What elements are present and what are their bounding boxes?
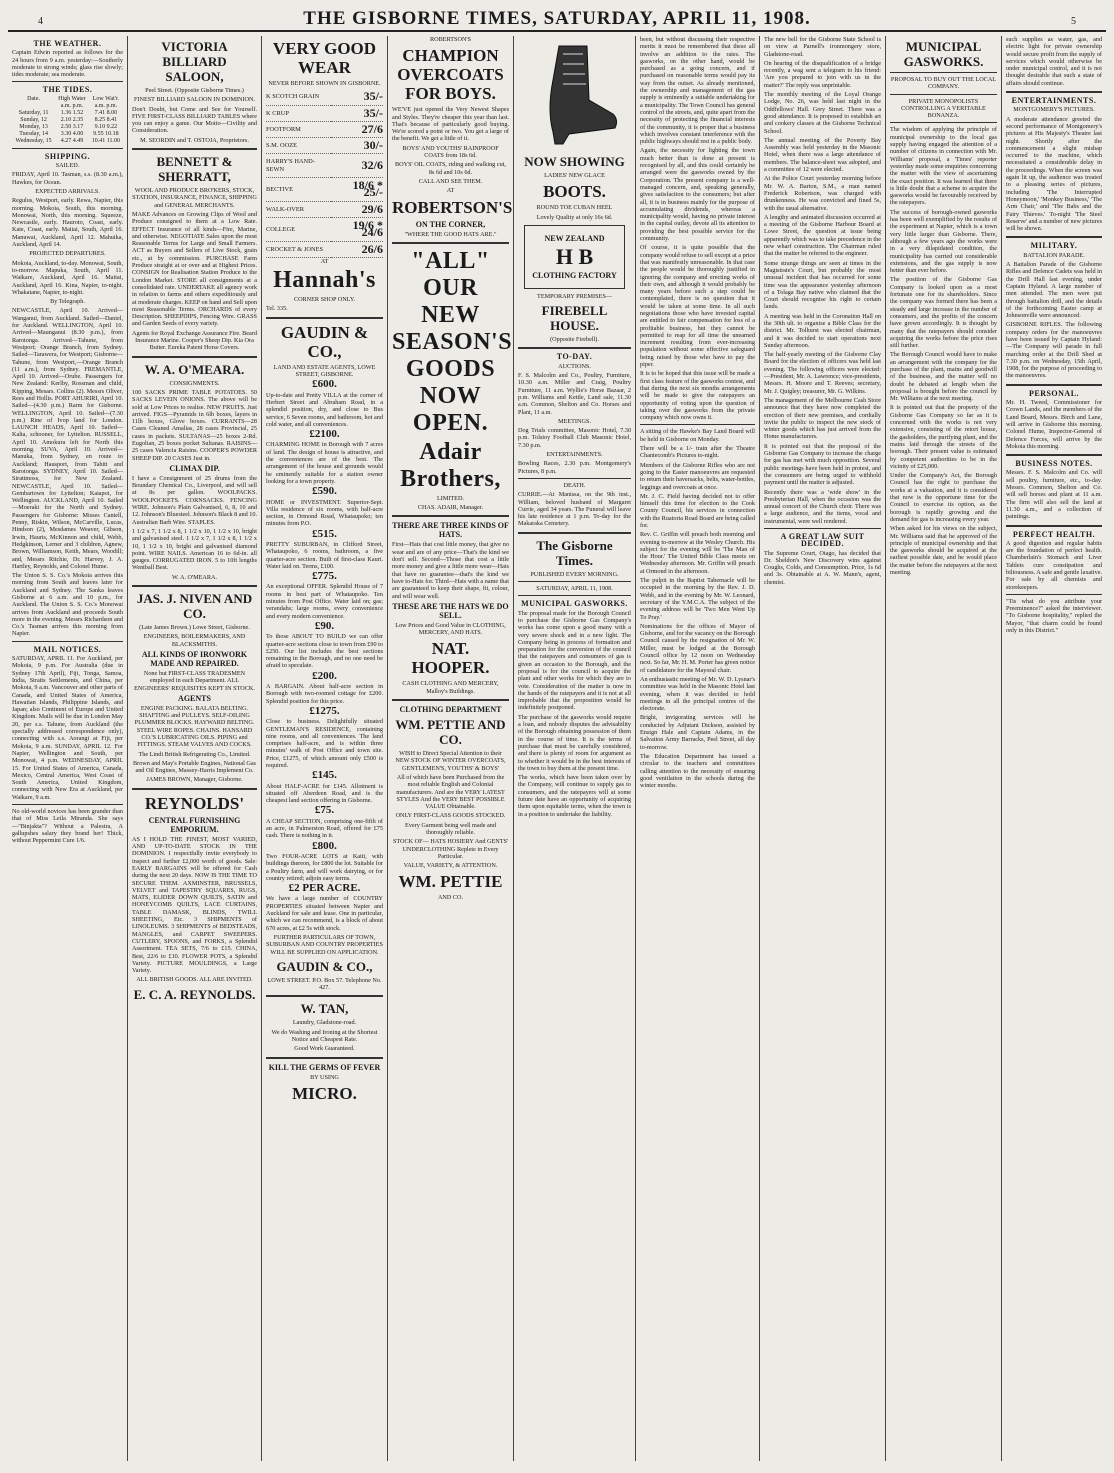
pettie-title: WM. PETTIE AND CO. bbox=[395, 717, 506, 748]
niven-ironwork: ALL KINDS OF IRONWORK MADE AND REPAIRED. bbox=[141, 649, 248, 668]
tides-heading: THE TIDES. bbox=[42, 85, 93, 95]
boots-price: Lovely Quality at only 16s 6d. bbox=[536, 213, 613, 221]
pettie-stocked: ONLY FIRST-CLASS GOODS STOCKED. bbox=[395, 812, 506, 820]
climax-text: I have a Consignment of 25 drums from the Boundary Chemical Co., Liverpool, and will sell at 8s per gallon. WOOLPACKS. WOOLPOCKETS. CORNSACKS. FENCING WIRE. Johnson's Plain Galvanised, 6, 8, 10 and 12. Johnson's Bluesteel. Johnson's Black 8 and 10. Australian Barb Wire. STAPLES. bbox=[132, 474, 257, 526]
property-text: An exceptional OFFER. Splendid House of 7 rooms in best part of Whataupoko. Ten minutes from Post Office. Water laid on; gas; verandahs; large rooms, every convenience and every modern convenience. bbox=[266, 583, 383, 620]
victoria-title: VICTORIA BILLIARD SALOON, bbox=[161, 39, 228, 84]
article-paragraph: The Borough Council would have to make an arrangement with the company for the purchase of the plant, mains and goodwill of the business, and the matter will no doubt be debated at length when the proposal is brought before the council by Mr. Williams at the next meeting. bbox=[890, 351, 997, 403]
corner-text: ON THE CORNER, bbox=[415, 219, 486, 229]
table-row bbox=[12, 110, 123, 117]
column-6 bbox=[636, 36, 760, 1461]
column-3 bbox=[262, 36, 388, 1461]
adair-title: Adair Brothers, bbox=[400, 438, 501, 492]
property-price: £75. bbox=[314, 804, 335, 817]
oilcoats-text: BOYS' OIL COATS, riding and walking cut, 8s 6d and 10s 6d. bbox=[395, 161, 506, 176]
boot-price: 27/6 bbox=[331, 121, 383, 137]
table-cell: Monday, 13 bbox=[19, 123, 48, 130]
temporary-premises: TEMPORARY PREMISES— bbox=[537, 292, 612, 300]
column-9 bbox=[1002, 36, 1106, 1461]
table-row bbox=[266, 241, 383, 257]
list-item bbox=[266, 769, 383, 805]
editorial-text-3: The works, which have been taken over by the Company, will continue to supply gas to consumers, and the ratepayers will at some future date have an opportunity of acquiring them upon equitable terms, when the town is in a position to undertake the liability. bbox=[518, 774, 631, 818]
article-paragraph: The wisdom of applying the principle of municipal ownership to the local gas supply having engaged the attention of a number of citizens in connection with Mr. Williams' proposal, a 'Times' reporter yesterday made some enquiries concerning the matter with the view of ascertaining the exact position. It was learned that there is little doubt that a scheme to acquire the gasworks would be favourably received by the ratepayers. bbox=[890, 126, 997, 207]
champion-text: WE'VE just opened the Very Newest Shapes and Styles. They're cheaper this year than last. That's because of particularly good buying. We're scored a point or two. You get a large of the benefit. We get a little of it. bbox=[392, 106, 509, 143]
table-cell: 9.10 9.22 bbox=[94, 123, 118, 130]
newspaper-title: THE GISBORNE TIMES, SATURDAY, APRIL 11, 1908. bbox=[303, 8, 811, 29]
property-price: £145. bbox=[312, 769, 337, 782]
list-item bbox=[266, 619, 383, 670]
article-paragraph: Again, the necessity for lighting the town much better than is done at present is recognised by all, and this could certainly be arranged were the gasworks owned by the Corporation. The present company is a well-managed concern, and, speaking generally, gives satisfaction to the consumers; but after all, it is in business mainly for the purpose of accumulating dividends, whereas a municipality would, having no private interest in the capital outlay, devote all its attention to providing the best possible service for the community. bbox=[640, 147, 755, 243]
article-paragraph: Of course, it is quite possible that the company would refuse to sell except at a price that was manifestly unreasonable. In that case the people would be thoroughly justified in ignoring the company and erecting works of their own, and although it would probably be many years before such a step could be contemplated, there is no question that it would be taken at some time. In all such negotiations those who have invested capital are entitled to fair compensation for loss of a profitable business, but they cannot be permitted to reap for all time the unearned increment resulting from ever-increasing population without some effective safeguard being raised by those who have to pay the piper. bbox=[640, 244, 755, 369]
table-cell bbox=[12, 103, 55, 110]
table-row bbox=[266, 178, 383, 202]
military-subtitle: BATTALION PARADE. bbox=[1023, 251, 1085, 259]
boot-price: 19/6 * 24/6 bbox=[331, 217, 383, 241]
victoria-signature: M. SEORDIN and T. OSTOJA, Proprietors. bbox=[140, 136, 249, 144]
property-text: CHARMING HOME in Borough with 7 acres of land. The design of house is attractive, and the conveniences are of the best. The arrangement of the house and grounds would be eminently suitable for a station owner looking for a town property. bbox=[266, 441, 383, 485]
mail-text: SATURDAY, APRIL 11. For Auckland, per Mokoia, 9 p.m. For Australia (due in Sydney 17th April), Fiji, Tonga, Samoa, India, Straits Settlements, and China, per Mokoia, 9 a.m. Vancouver and other parts of Canada, and United States of America, Hawaiian Islands, Philippine Islands, and Japan; also Continent of Europe and United Kingdom. Mails will be due in London May 20, per s.s. Tahune, from Auckland (the specially addressed correspondence only), connecting with s.s. Aorangi at Fiji, per Mokoia, 9 a.m. SUNDAY, APRIL 12. For Napier, Wellington and South, per Monowai, 4 p.m. WEDNESDAY, APRIL 15. For United States of America, Canada, Mexico, Central America, West Coast of South America, United Kingdom, connecting with New Era at Auckland, per Waikare, 9 a.m. bbox=[12, 655, 123, 801]
gaudin-signature: GAUDIN & CO., bbox=[276, 958, 373, 974]
property-text: PRETTY SUBURBAN, in Clifford Street, Whataupoko, 6 rooms, bathroom, a five quarter-acre section. Built of first-class Kauri. Water laid on. Terms, £100. bbox=[266, 540, 383, 570]
property-price: £775. bbox=[312, 570, 337, 583]
expected-heading: EXPECTED ARRIVALS. bbox=[35, 187, 100, 195]
omeara-signature: W. A. O'MEARA. bbox=[171, 573, 218, 581]
reynolds-text: AS I HOLD THE FINEST, MOST VARIED, AND UP-TO-DATE STOCK IN THE DOMINION. I respectfully invite everybody to inspect and further £2,000 worth of goods. Sale: EARLY BARGAINS will be offered for Cash during the next 20 days. NOW IS THE TIME TO SECURE THEM. AXMINSTER, BRUSSELS, VELVET and TAPESTRY SQUARES, RUGS, MATS, ELIDER DOWN QUILTS, SATIN and HONEYCOMB QUILTS, LACE CURTAINS, TABLE DAMASK, BLINDS, TWILL SHEETING, Etc. 3 SHIPMENTS of LINOLEUMS. 3 SHIPMENTS of BEDSTEADS, MANGLES, and CARPET SWEEPERS. CUTLERY, SPOONS, and FORKS, a Splendid Assortment. TEA SETS, 7/6 to £15. CHINA, Best, 22/6 to £10. FLOWER POTS, a Splendid Variety. PICTURE MOULDINGS, a Large Variety. bbox=[132, 835, 257, 975]
kill-germs: KILL THE GERMS OF FEVER bbox=[268, 1062, 381, 1072]
boot-price: 30/- bbox=[331, 138, 383, 154]
shipping-heading: SHIPPING. bbox=[44, 151, 91, 161]
list-item bbox=[266, 882, 383, 932]
pettie-purchased: All of which have been Purchased from the most reliable English and Colonial manufacturers. And are the VERY LATEST STYLES And the VERY BEST POSSIBLE VALUE Obtainable. bbox=[396, 773, 505, 811]
climax-title: CLIMAX DIP. bbox=[169, 463, 220, 473]
boots-title: BOOTS. bbox=[543, 182, 606, 202]
projected-text: Mokoia, Auckland, to-day. Monowai, South, to-morrow. Mapuka, South, April 11. Waikare, Auckland, April 16. Maitai, Auckland, April 16. Kina, Napier, to-night. Whakatane, Napier, to-night. bbox=[12, 259, 123, 296]
news-item: The new bell for the Gisborne State School is on view at Parnell's ironmongery store, Gladstone-road. bbox=[764, 36, 881, 58]
news-item: At the Police Court yesterday morning before Mr. W. A. Barton, S.M., a man named Frederick Robertson, was charged with drunkenness. He was convicted and fined 5s, with the usual alternative. bbox=[764, 175, 881, 212]
hb-nz: NEW ZEALAND bbox=[544, 233, 605, 243]
victoria-tag: FINEST BILLIARD SALOON IN DOMINION. bbox=[133, 96, 256, 104]
best-hats: THESE ARE THE HATS WE DO SELL. bbox=[392, 601, 509, 620]
victoria-address: Peel Street. (Opposite Gisborne Times.) bbox=[145, 87, 244, 94]
published-line: PUBLISHED EVERY MORNING. bbox=[530, 570, 619, 578]
telegraph-heading: By Telegraph. bbox=[50, 298, 85, 306]
all-new-goods: "ALL" OUR NEW SEASON'S GOODS NOW OPEN. bbox=[392, 247, 513, 436]
boot-price: 29/6 bbox=[331, 201, 383, 217]
boot-name: COLLEGE bbox=[266, 217, 331, 241]
best-subtitle: Low Prices and Good Value in CLOTHING, MERCERY, AND HATS. bbox=[395, 621, 506, 637]
hannah-tel: Tel. 335. bbox=[266, 305, 288, 313]
niven-text: ENGINEERS, BOILERMAKERS, AND BLACKSMITHS. bbox=[143, 633, 246, 648]
gaudin-further: FURTHER PARTICULARS OF TOWN, SUBURBAN AND COUNTRY PROPERTIES WILL BE SUPPLIED ON APPLICATION. bbox=[266, 933, 383, 956]
times-title: The Gisborne Times. bbox=[536, 537, 613, 568]
column-7 bbox=[760, 36, 886, 1461]
auctions-text: F. S. Malcolm and Co., Poultry, Furniture, 10.30 a.m. Miller and Craig, Poultry Furniture, 11 a.m. Wyllie's Horse Bazaar, 2 p.m. Williams and Kettle, Land sale, 11.30 a.m. Common, Shelton and Co. Horses and Plant, 11 a.m. bbox=[518, 372, 631, 416]
very-subtitle: NEVER BEFORE SHOWN IN GISBORNE. bbox=[268, 80, 381, 87]
at-label: AT bbox=[446, 187, 455, 195]
military-text: A Battalion Parade of the Gisborne Rifles and Defence Cadets was held in the Drill Hall last evening, under Captain Hyland. A large number of men attended. The men were put through battalion drill, and the details of the forthcoming Easter camp at Johnsonville were announced. bbox=[1006, 261, 1102, 320]
boot-name: K SCOTCH GRAIN bbox=[266, 89, 331, 105]
omeara-text: 100 SACKS PRIME TABLE POTATOES. 50 SACKS LEVEIN ONIONS. The above will be sold at Low Prices to realise. NEW FRUITS. Just arrived. FIGS—Pyramids in 6lb boxes, layers in 11lb boxes, Glove boxes. CURRANTS—28 Cases Cleaned Amalias, 28 cases Provincial, 25 cases in packets. SULTANAS—25 boxes 2-Rd. Eugolian, 25 boxes pocket Sultanas. RAISINS—25 cases Valencia Raisins. COOPER'S POWDER SHEEP DIP. 20 CASES Just in. bbox=[132, 388, 257, 462]
robertson-title: ROBERTSON'S bbox=[392, 197, 513, 217]
property-price: £90. bbox=[314, 619, 335, 632]
article-paragraph: The success of borough-owned gasworks has been well exemplified by the results of the experiment at Napier, which is a town very little larger than Gisborne. There, although a few years ago the works were in a very dilapidated condition, the municipality has carried out considerable extensions, and the gas supply is now better than ever before. bbox=[890, 208, 997, 275]
now-subtitle: LADIES' NEW GLACE bbox=[544, 172, 605, 179]
news-item: A lengthy and animated discussion occurred at a meeting of the Gisborne Harbour Board at Lowe Street, the question at issue being apparently which was to take precedence in the new wharf construction. The Chairman ruled that the matter be referred to the engineer. bbox=[764, 213, 881, 258]
entertainments-text: A moderate attendance greeted the second performance of Montgomery's pictures at His Majesty's Theatre last night. Shortly after the commencement a slight mishap occurred to the machine, which necessitated a considerable delay in the proceedings. When the screen was again lit up, the audience was treated to a pleasing series of pictures, including 'The Interrupted Honeymoon,' 'Monkey Business,' 'The Arm Chair,' and 'The Babs and the Fairy Thieves.' To-night 'The Steel Reserve' and a number of new pictures will be shown. bbox=[1006, 115, 1102, 233]
list-item bbox=[266, 804, 383, 840]
news-item: The annual meeting of the Poverty Bay Assembly was held yesterday in the Masonic Hotel, when there was a large attendance of members. The balance-sheet was adopted, and a committee of 12 were elected. bbox=[764, 136, 881, 174]
entertainments-subtitle: MONTGOMERY'S PICTURES. bbox=[1013, 106, 1095, 114]
news-item: The pulpit in the Baptist Tabernacle will be occupied in the morning by the Rev. J. D. Webb, and in the evening by Mr. W. Leonard, secretary of the Y.M.C.A. The subject of the evening address will be 'Two Men Went Up To Pray.' bbox=[640, 577, 755, 621]
editorial-title: MUNICIPAL GASWORKS. bbox=[521, 599, 628, 609]
champion-title: CHAMPION OVERCOATS FOR BOYS. bbox=[397, 46, 504, 104]
mail-heading: MAIL NOTICES. bbox=[33, 644, 102, 654]
table-cell: 2.10 2.35 bbox=[60, 116, 84, 123]
news-item: The half-yearly meeting of the Gisborne Clay Board for the election of officers was held last evening. The following officers were elected:—President, Mr. A. Lawrence; vice-presidents, Messrs. H. Moore and T. Reeves; secretary, Mr. J. Quigley; treasurer, Mr. G. Wilkins. bbox=[764, 351, 881, 395]
article-paragraph: It is pointed out that the property of the Gisborne Gas Company so far as it is concerned with the works is not very extensive, consisting of the retort house, the gasholders, the purifying plant, and the mains laid through the streets of the borough. Their present value is estimated by competent authorities to be in the vicinity of £25,000. bbox=[890, 404, 997, 470]
table-cell: 3.30 4.00 bbox=[60, 130, 84, 137]
adair-limited: LIMITED. bbox=[437, 494, 464, 502]
property-text: We have a large number of COUNTRY PROPERTIES situated between Napier and Auckland for sale and lease. One in particular, which we can recommend, is a block of about 670 acres, at £2 5s with stock. bbox=[266, 895, 383, 932]
news-item: Rev. C. Griffin will preach both morning and evening to-morrow at the Wesley Church. His subject for the evening will be 'The Man of the Hour.' The United Bible Class meets on Wednesday afternoon. Mr. Griffin will preach at Ormond in the afternoon. bbox=[640, 531, 755, 575]
niven-refrigerating: The Lindi British Refrigerating Co., Limited. bbox=[138, 750, 251, 758]
business-heading: BUSINESS NOTES. bbox=[1015, 459, 1093, 469]
hb-factory: CLOTHING FACTORY bbox=[532, 270, 617, 280]
pettie-value: VALUE, VARIETY, & ATTENTION. bbox=[403, 862, 498, 870]
list-item bbox=[266, 704, 383, 769]
sailed-text: FRIDAY, April 10. Tasman, s.s. (8.30 a.m.), Hawkes, for Ocean. bbox=[12, 171, 123, 186]
gasworks-title: MUNICIPAL GASWORKS. bbox=[903, 39, 984, 69]
victoria-text: Don't Doubt, but Come and See for Yourself. FIVE FIRST-CLASS BILLIARD TABLES where you can enjoy a game. Our Motto—Civility and Consideration. bbox=[132, 105, 257, 135]
news-item: Nominations for the offices of Mayor of Gisborne, and for the vacancy on the Borough Council caused by the resignation of Mr. W. Miller, must be lodged at the Borough Council office by 12 noon on Wednesday next. So far, Mr. H. M. Porter has given notice of candidature for the Mayoral chair. bbox=[640, 622, 755, 674]
property-text: HOME or INVESTMENT. Superior-Sept. Villa residence of six rooms, with half-acre section, in Ormond Road, Whataupoko; ten minutes from P.O. bbox=[266, 498, 383, 528]
three-kinds-text: First—Hats that cost little money, that give no wear and are of any price—That's the kind we don't sell. Second—Those that cost a little more money and give a little more wear—Hats that have no guarantee—that's the kind we have to-Hats for. Third—Hats with a name that are guaranteed to keep their shape, fit, colour, and will wear well. bbox=[392, 541, 509, 600]
news-item: The Education Department has issued a circular to the teachers and committees calling attention to the necessity of ensuring good ventilation in the schools during the winter months. bbox=[640, 752, 755, 790]
property-text: A BARGAIN. About half-acre section in Borough with two-roomed cottage for £200. Splendid position for this price. bbox=[266, 683, 383, 705]
niven-title: JAS. J. NIVEN AND CO. bbox=[136, 591, 253, 622]
property-price: £800. bbox=[312, 839, 337, 852]
omeara-subtitle: CONSIGNMENTS. bbox=[169, 379, 220, 387]
hb-logo bbox=[524, 225, 625, 289]
hb-letters: H B bbox=[555, 243, 594, 269]
editorial-date: SATURDAY, APRIL 11, 1908. bbox=[536, 585, 613, 593]
gasworks-subtitle: PROPOSAL TO BUY OUT THE LOCAL COMPANY. bbox=[890, 76, 997, 91]
micro-title: MICRO. bbox=[292, 1083, 357, 1103]
now-showing: NOW SHOWING bbox=[524, 154, 625, 169]
military-text-2: GISBORNE RIFLES. The following company orders for the manoeuvres have been issued by Captain Hyland:—The Company will parade in full marching order at the Drill Shed at 7.30 p.m. on Wednesday, 15th April, 1908, for the purpose of proceeding to the manoeuvres. bbox=[1006, 321, 1102, 380]
telegraph-text: NEWCASTLE, April 10. Arrived—Wanganui, from Auckland. Sailed—Daniel, for Auckland. WELLINGTON, April 10. Arrived—Maunganui (8.30 p.m.), from Rarotonga. Arrived—Tahune, from Westport; Orange Branch, from Sydney. Sailed—Tarawera, for Westport; Gisborne—Tahune, from Westport,—Orange Branch (11 a.m.), from Sydney. FREMANTLE, April 10. Arrived—Orube. Passengers for New Zealand: Kerlby, Rossman and child, Kipping, Mesars. Collins (2). Messrs Oliver, Rees and Hollis. PORT AHURIRI, April 10. Sailed—(4.30 p.m.) Rarm for Gisborne. WELLINGTON, April 10. Sailed—(7.30 p.m.) Rine of Ivop land for London. LAUNCH HEADS, April 10. Sailed—Kalta, schooner, for Lyttelton. RUSSELL, April 10. Amokura left for North this morning. SUVA, April 10. Arrived—Manuka, from Sydney, en route to Auckland; Hausport, from Tahiti and Rarotonga. SYDNEY, April 10. Sailed—Sirattmoss, for New Zealand. NEWCASTLE, April 10. Sailed—Gembartown for Lyttelton; Kaiapoi, for Wellington. AUCKLAND, April 10. Sailed—Moeraki for the North and Sydney. Passengers for Gisborne: Misses Cantell, Penny, Riskin, Wilson, McCarville, Lucas, Hindson (2), Mesdames Weaver, Gibson, Irwin, Hauris, McKinnon and child, Webb, Hedgkinson, Lerner and 3 children, Agnew, Brown, Williamson, Keith, Mears, Woodill; and, Messrs Ritchie, Dr. Harvey, J. A. Hartley, Reynolds, and Colonel Hume. bbox=[12, 307, 123, 570]
sailed-heading: SAILED. bbox=[55, 162, 80, 170]
boot-name: S.M. OOZE bbox=[266, 138, 331, 154]
military-heading: MILITARY. bbox=[1030, 241, 1078, 251]
table-cell: 2.50 3.17 bbox=[60, 123, 84, 130]
union-text: The Union S. S. Co.'s Mokoia arrives this morning from South and leaves later for Auckland and Sydney. The Sanka leaves Gisborne at 6 a.m. and 10 p.m., for Auckland. The Union S. S. Co.'s Monowai arrives from Auckland and proceeds South more in the evening. Messrs Richardson and Co.'s Tasman arrives this morning from Napier. bbox=[12, 572, 123, 638]
boot-name: FOOTFORM bbox=[266, 121, 331, 137]
boot-price: 35/- bbox=[331, 105, 383, 121]
tides-table bbox=[12, 96, 123, 145]
table-cell: a.m. p.m. bbox=[60, 102, 84, 109]
very-good-wear: VERY GOOD WEAR bbox=[272, 39, 377, 77]
wtan-guarantee: Good Work Guaranteed. bbox=[294, 1045, 355, 1053]
news-item: The management of the Melbourne Cash Store announce that they have now completed the erection of their new premises, and cordially invite the public to inspect the new stock of winter goods which has just arrived from the Home manufacturers. bbox=[764, 396, 881, 441]
table-row bbox=[12, 131, 123, 138]
pettie-text: WISH to Direct Special Attention to their NEW STOCK OF WINTER OVERCOATS, GENTLEMEN'S, YOUTHS' & BOYS' bbox=[395, 750, 506, 772]
news-item: On hearing of the disqualification of a bridge recently, a wag sent a telegram to his friend: 'Are you prepared to join with us in the matter?' The reply was unprintable. bbox=[764, 59, 881, 89]
staples-text: 1 1/2 x 7, 1 1/2 x 8, 1 1/2 x 10, 1 1/2 x 10, bright and galvanised steel. 1 1/2 x 7, 1 1/2 x 8, 1 1/2 x 10, 1 1/2 x 10, bright and galvanised diamond point. WIRE NAILS. American 16 to 6d-in. all gauges. CORRUGATED IRON. 5 to 10ft lengths Wentball Best. bbox=[132, 527, 257, 572]
page-number-left: 4 bbox=[38, 16, 43, 27]
business-text: Messrs. F. S. Malcolm and Co. will sell poultry, furniture, etc., to-day. Messrs. Common, Shelton and Co. will sell horses and plant at 11 a.m. The firm will also sell the land at 11.30 a.m., and a collection of paintings. bbox=[1006, 469, 1102, 521]
hooper-subtitle: CASH CLOTHING AND MERCERY, Malloy's Buildings. bbox=[402, 680, 499, 695]
entertainments-heading: ENTERTAINMENTS. bbox=[1011, 96, 1097, 106]
three-kinds-title: THERE ARE THREE KINDS OF HATS. bbox=[392, 521, 509, 540]
news-item: Recently there was a 'wide show' in the Presbyterian Hall, when the occasion was the annual concert of the Church choir. There was a large audience, and the items, vocal and instrumental, were well rendered. bbox=[764, 488, 881, 525]
table-row bbox=[12, 124, 123, 131]
pettie-stock: STOCK OF— HATS HOSIERY And GENTS' UNDERCLOTHING Replete in Every Particular. bbox=[392, 838, 509, 860]
health-heading: PERFECT HEALTH. bbox=[1012, 529, 1096, 539]
robertson-top: ROBERTSON'S bbox=[430, 36, 471, 43]
hannah-subtitle: CORNER SHOP ONLY. bbox=[293, 296, 356, 304]
firebell-title: FIREBELL HOUSE. bbox=[541, 303, 608, 334]
weather-heading: THE WEATHER. bbox=[33, 39, 102, 48]
call-text: CALL AND SEE THEM. bbox=[418, 177, 483, 185]
list-item bbox=[266, 428, 383, 485]
auctions-heading: AUCTIONS. bbox=[558, 362, 591, 370]
table-row bbox=[12, 117, 123, 124]
table-row bbox=[266, 154, 383, 178]
property-price: £2 PER ACRE. bbox=[288, 882, 361, 895]
agents-heading: AGENTS bbox=[178, 693, 211, 703]
niven-tradesmen: None but FIRST-CLASS TRADESMEN employed in each Department. ALL ENGINEERS' REQUISITES KEPT IN STOCK. bbox=[134, 669, 255, 692]
death-heading: DEATH. bbox=[563, 481, 586, 489]
wtan-subtitle: Laundry, Gladstone-road. bbox=[292, 1019, 357, 1027]
kill-by-using: BY USING bbox=[310, 1073, 339, 1081]
table-cell: 4.27 4.49 bbox=[60, 137, 84, 144]
list-item bbox=[266, 485, 383, 528]
adair-manager: CHAS. ADAIR, Manager. bbox=[417, 504, 484, 512]
reynolds-title: REYNOLDS' bbox=[144, 793, 245, 813]
wtan-text: We do Washing and Ironing at the Shortest Notice and Cheapest Rate. bbox=[271, 1028, 378, 1044]
column-8 bbox=[886, 36, 1002, 1461]
property-price: £200. bbox=[312, 669, 337, 682]
list-item bbox=[266, 839, 383, 882]
law-suit-text: The Supreme Court, Otago, has decided that Dr. Sheldon's New Discovery wins against Coughs, Colds, and Consumption. Price, 1s 6d and 3s. Obtainable at A. W. Mann's, agent, chemist. bbox=[764, 549, 881, 586]
table-cell: 9.55 10.18 bbox=[93, 130, 119, 137]
table-cell: Saturday, 11 bbox=[18, 109, 49, 116]
reynolds-subtitle: CENTRAL FURNISHING EMPORIUM. bbox=[148, 815, 241, 834]
table-cell: 10.41 11.00 bbox=[91, 137, 120, 144]
boot-price: 18/6 * 25/- bbox=[331, 178, 383, 202]
table-row bbox=[12, 138, 123, 145]
niven-engines: Brown and May's Portable Engines, National Gas and Oil Engines, Massey-Harris Implement Co. bbox=[133, 759, 256, 775]
boot-name: BECTIVE bbox=[266, 178, 331, 202]
masthead bbox=[8, 6, 1106, 32]
property-price: £590. bbox=[312, 485, 337, 498]
closing-verse: "Tis what do you attribute your Preeminence?" asked the interviewer. "To Gisborne hospitality," replied the Mayor, "that charm could be found only in this District." bbox=[1006, 597, 1102, 635]
today-heading: TO-DAY. bbox=[556, 352, 593, 362]
column-4 bbox=[388, 36, 514, 1461]
gaudin-contact: LOWE STREET. P.O. Box 57. Telephone No. 427. bbox=[267, 976, 382, 992]
bennett-subtitle: WOOL AND PRODUCE BRO'KERS, STOCK, STATION, INSURANCE, FINANCE, SHIPPING and GENERAL MERCHANTS. bbox=[132, 187, 257, 209]
table-row bbox=[266, 217, 383, 241]
news-item: A sitting of the Hawke's Bay Land Board will be held in Gisborne on Monday. bbox=[640, 428, 755, 443]
table-cell: 1.36 1.52 bbox=[60, 109, 84, 116]
reynolds-invite: ALL BRITISH GOODS. ALL ARE INVITED. bbox=[136, 976, 253, 984]
property-list bbox=[266, 378, 383, 932]
at-label: AT bbox=[320, 257, 329, 265]
property-price: £2100. bbox=[309, 428, 340, 441]
boot-name: CROCKET & JONES bbox=[266, 241, 331, 257]
table-cell: Sunday, 12 bbox=[20, 116, 47, 123]
omeara-title: W. A. O'MEARA. bbox=[144, 361, 245, 377]
boot-price: 32/6 bbox=[331, 154, 383, 178]
editorial-text-2: The purchase of the gasworks would require a loan, and nobody disputes the advisability of the Borough obtaining possession of them in the course of time. It is the terms of purchase that must be carefully considered, and there is plenty of room for argument as to whether it would be in the best interests of the town to buy them at the present time. bbox=[518, 713, 631, 772]
column-1 bbox=[8, 36, 128, 1461]
expected-text: Regulus, Westport, early. Rewa, Napier, this morning. Mokoia, South, this morning. Monowai, North, this morning. Squeeze, Newcastle, early. Hauroto, Coast, early. Kate, Coast, early. Maitai, South, April 16. Manuwai, Auckland, April 12. Mahuika, Auckland, April 14. bbox=[12, 197, 123, 249]
column-2 bbox=[128, 36, 262, 1461]
corner-subtitle: "WHERE THE GOOD HATS ARE." bbox=[404, 230, 497, 238]
article-paragraph: When asked for his views on the subject, Mr. Williams said that he approved of the principle of municipal ownership and that the gasworks should be acquired at the earliest possible date, and he would place the matter before the ratepayers at the next meeting. bbox=[890, 525, 997, 576]
advert-note: No old-world novices has been grander than that of Miss Leila Miranda. She says—"Binjakta"? Without a Palestra, A gallupshes salary they brand her! Thick, without Peppermint Cure 1/6. bbox=[12, 808, 123, 845]
law-suit-heading: A GREAT LAW SUIT DECIDED. bbox=[780, 532, 865, 549]
weather-text: Captain Edwin reported as follows for the 24 hours from 9 a.m. yesterday:—Southerly moderate to strong winds; glass rise slowly; tides moderate; sea moderate. bbox=[12, 49, 123, 79]
hannah-title: Hannah's bbox=[273, 267, 376, 294]
death-text: CURRIE.—At Manissa, on the 9th inst., William, beloved husband of Margaret Currie, aged 34 years. The Funeral will leave his late residence at 1 p.m. To-day for the Makaraka Cemetery. bbox=[518, 491, 631, 528]
agents-text: ENGINE PACKING. BALATA BELTING. SHAFTING and PULLEYS. SELF-OILING PLUMMER BLOCKS. HAYWARD BELTING. STEEL WIRE ROPES. CHAINS. HANSARD CO.'S LUBRICATING OILS. PIPING and FITTINGS. STEAM VALVES AND COCKS. bbox=[134, 704, 255, 749]
niven-subtitle: (Late James Brown.) Lowe Street, Gisborne. bbox=[139, 624, 250, 632]
columns bbox=[8, 36, 1106, 1461]
bennett-text: MAKE Advances on Growing Clips of Wool and Produce consigned to them at a Low Rate. EFFECT Insurance of all kinds—Fire, Marine, and otherwise. NEGOTIATE Sales upon the most Reasonable Terms for Large and Small Farmers. ACT as Buyers and Sellers of Live Stock, grain etc., at by commission. PURCHASE Farm Produce straight at or over and at Highest Prices. CONSIGN for Realisation Station Produce to the London Market. STORE all consignments at a consolidated rate. UNDERTAKE all agency work in relation to farms and others expeditiously and at moderate charges. KEEP on hand and Sell upon most Reasonable Terms. ORCHARDS of every Description. SHEEPDIPS, Fencing Wire. GRASS and Garden Seeds of every variety. bbox=[132, 210, 257, 328]
entertainments-text: Bowling Races, 2.30 p.m. Montgomery's Pictures, 8 p.m. bbox=[518, 460, 631, 475]
table-cell: Wednesday, 15 bbox=[15, 137, 52, 144]
property-text: Two FOUR-ACRE LOTS at Kaiti, with buildings thereon, for £800 the lot. Suitable for a Poultry farm, and will work dairying, or for country retired; adjoin easy terms. bbox=[266, 852, 383, 882]
article-paragraph: The position of the Gisborne Gas Company is looked upon as a most fortunate one for its shareholders. Since the company was formed there has been a steady and large increase in the number of consumers, and the profits of the concern have grown accordingly. It is thought by many that the ratepayers should consider acquiring the works before the price rises still further. bbox=[890, 276, 997, 350]
news-item: An enthusiastic meeting of Mr. W. D. Lysnar's committee was held in the Masonic Hotel last evening, when it was decided to hold meetings in all the principal centres of the electorate. bbox=[640, 675, 755, 713]
news-item: A meeting was held in the Coronation Hall on the 30th ult. to organise a Bible Class for the district. Mr. Tolhurst was elected chairman, and it was decided to start operations next Sunday afternoon. bbox=[764, 312, 881, 349]
niven-signature: JAMES BROWN, Manager, Gisborne. bbox=[146, 776, 243, 784]
property-text: A CHEAP SECTION, comprising one-fifth of an acre, in Palmerston Road, offered for £75 cash. There is nothing in it. bbox=[266, 817, 383, 840]
news-item: Mr. J. C. Field having decided not to offer himself this time for election to the Cook County Council, his services in connection with the Ruatoria Road Board are being called for. bbox=[640, 492, 755, 529]
meetings-text: Dog Trials committee, Masonic Hotel, 7.30 p.m. Tolstoy Football Club Masonic Hotel, 7.30 p.m. bbox=[518, 427, 631, 449]
news-item: There will be a 1/- train after the Theatre Chantecomb's Pictures to-night. bbox=[640, 445, 755, 460]
article-paragraph: such supplies as water, gas, and electric light for private ownership would secure profit from the supply of services which would otherwise be under municipal control, and it is not thought desirable that such a state of affairs should continue. bbox=[1006, 36, 1102, 87]
property-text: To those ABOUT TO BUILD we can offer quarter-acre sections close to town from £90 to £250. Our list includes the best sections remaining in the Borough, and no one need be afraid to speculate. bbox=[266, 633, 383, 670]
column-5 bbox=[514, 36, 636, 1461]
table-cell: a.m. p.m. bbox=[94, 102, 118, 109]
property-text: Up-to-date and Pretty VILLA at the corner of Herbert Street and Abraham Road, in a splendid position, dry, and close to Bus service, 6 Seven rooms, and bathroom, hot and cold water, and all conveniences. bbox=[266, 391, 383, 428]
boot-price-table bbox=[266, 89, 383, 258]
bennett-title: BENNETT & SHERRATT, bbox=[156, 154, 233, 185]
table-row bbox=[266, 105, 383, 121]
property-price: £1275. bbox=[309, 704, 340, 717]
property-price: £515. bbox=[312, 527, 337, 540]
table-cell: Low Wat'r. bbox=[92, 95, 119, 102]
wtan-title: W. TAN, bbox=[300, 1001, 349, 1017]
news-item: It is pointed out that the proposal of the Gisborne Gas Company to increase the charge for gas has met with much opposition. Several public meetings have been held in protest, and the consumers are being urged to withhold payment until the matter is adjusted. bbox=[764, 442, 881, 487]
news-item: Some strange things are seen at times in the Magistrate's Court, but probably the most unusual incident that has occurred for some time was the appearance yesterday afternoon of a Tolaga Bay native who claimed that the Court should recognise his right to certain lands. bbox=[764, 259, 881, 311]
pettie-signature: WM. PETTIE bbox=[398, 872, 503, 892]
hooper-title: NAT. HOOPER. bbox=[411, 639, 490, 678]
list-item bbox=[266, 570, 383, 620]
bennett-agents: Agents for Royal Exchange Assurance Fire. Beard Insurance Marine. Cooper's Sheep Dip. Kia Ora Butter. Eureka Patent Horse Covers. bbox=[132, 329, 257, 352]
article-paragraph: It is to be hoped that this issue will be made a first class feature of the gasworks contest, and that during the next six months arrangements will be made to give the ratepayers an opportunity of voting upon the question of taking over the gasworks from the private company which now owns it. bbox=[640, 370, 755, 422]
boot-name: HARRY'S HAND-SEWN bbox=[266, 154, 331, 178]
gaudin-subtitle: LAND AND ESTATE AGENTS, LOWE STREET, GISBORNE. bbox=[273, 363, 376, 379]
editorial-text-1: The proposal made for the Borough Council to purchase the Gisborne Gas Company's works has come upon a good many with a very severe shock and in a new light. The Company being in process of formation and preparation for the conversion of the council that the ratepayers and consumers of gas is given an occasion to the Borough, and the proposal is for the council to acquire the plant and other works for which they are to vote. Consideration of the matter is now in the hands of the ratepayers and it is not at all improbable that the proposition would be indefinitely postponed. bbox=[518, 609, 631, 712]
article-paragraph: Under the Company's Act, the Borough Council has the right to purchase the works at a valuation, and it is considered that now is the opportune time for the Council to exercise its option, as the borough is rapidly growing and the demand for gas is increasing every year. bbox=[890, 472, 997, 523]
news-item: The monthly meeting of the Loyal Orange Lodge, No. 26, was held last night in the Oddfellows' Hall. Grey Street. There was a good attendance. It is proposed to establish art and cookery classes at the Gisborne Technical School. bbox=[764, 91, 881, 135]
boot-price: 26/6 bbox=[331, 241, 383, 257]
table-row bbox=[12, 96, 123, 103]
property-text: Close to business. Delightfully situated GENTLEMAN'S RESIDENCE, containing nine rooms, and all conveniences. The land comprises half-acre, and is within three minutes' walk of Post Office and town site. Price, £1275, of which amount only £500 is required. bbox=[266, 718, 383, 769]
list-item bbox=[266, 669, 383, 705]
table-cell: Tuesday, 14 bbox=[19, 130, 48, 137]
table-row bbox=[266, 201, 383, 217]
reynolds-signature: E. C. A. REYNOLDS. bbox=[133, 986, 256, 1002]
gaudin-title: GAUDIN & CO., bbox=[280, 322, 369, 361]
table-cell: 7.41 8.00 bbox=[94, 109, 118, 116]
pettie-reliable: Every Garment being well made and thoroughly reliable. bbox=[405, 821, 496, 836]
boot-name: WALK-OVER bbox=[266, 201, 331, 217]
boot-price: 35/- bbox=[331, 89, 383, 105]
table-row bbox=[12, 103, 123, 110]
table-row bbox=[266, 138, 383, 154]
personal-text: Mr. H. Tweed, Commissioner for Crown Lands, and the members of the Land Board, Messrs. Birch and Lane, will arrive in Gisborne this morning. Colonel Hume, Inspector-General of Defence Forces, will arrive by the Mokoia this morning. bbox=[1006, 399, 1102, 450]
meetings-heading: MEETINGS. bbox=[558, 417, 591, 425]
clothing-dept: CLOTHING DEPARTMENT bbox=[399, 705, 502, 715]
article-paragraph: been, but without discussing their respective merits it must be remembered that these all involve an addition to the rates. The gasworks, on the other hand, would be purchased as a going concern, and if purchased on reasonable terms would pay its way from the outset. As already mentioned, the ownership and management of the gas supply is eminently a suitable undertaking for a municipality. The Town Council has general control of the streets, and, quite apart from the necessity of protecting the financial interests of the community, it is proper that a business which involves constant interference with the public highways should rest in a public body. bbox=[640, 36, 755, 146]
firebell-subtitle: (Opposite Firebell). bbox=[550, 336, 599, 344]
boots-subtitle: ROUND TOE CUBAN HEEL bbox=[536, 204, 613, 212]
gasworks-subtitle-2: PRIVATE MONOPOLISTS CONTROLLING A VERITABLE BONANZA. bbox=[901, 97, 986, 120]
pettie-and-co: AND CO. bbox=[437, 894, 464, 902]
table-cell: 8.25 8.41 bbox=[94, 116, 118, 123]
rainproof-text: BOYS' AND YOUTHS' RAINPROOF COATS from 18s 6d. bbox=[402, 144, 499, 160]
projected-heading: PROJECTED DEPARTURES. bbox=[29, 250, 106, 258]
page-number-right: 5 bbox=[1071, 16, 1076, 27]
health-text: A good digestion and regular habits are the foundation of perfect health. Chamberlain's Stomach and Liver Tablets cure constipation and biliousness. A safe and gentle laxative. For sale by all chemists and storekeepers. bbox=[1006, 539, 1102, 591]
table-cell: High Water bbox=[58, 95, 86, 102]
entertainments-heading: ENTERTAINMENTS. bbox=[546, 451, 603, 459]
list-item bbox=[266, 527, 383, 570]
boot-illustration-icon bbox=[529, 40, 621, 150]
news-item: Members of the Gisborne Rifles who are not going to the Easter manoeuvres are requested to return their haversacks, belts, water-bottles, leggings and overcoats at once. bbox=[640, 461, 755, 491]
table-row bbox=[266, 89, 383, 105]
table-row bbox=[266, 121, 383, 137]
list-item bbox=[266, 378, 383, 428]
property-text: About HALF-ACRE for £145. Allotment is situated off Aberdeen Road, and is the cheapest land section offering in Gisborne. bbox=[266, 782, 383, 805]
property-price: £600. bbox=[312, 378, 337, 391]
news-item: Bright, invigorating services will be conducted by Adjutant Dickson, assisted by Ensign Hale and Captain Adams, in the Salvation Army Barracks, Peel Street, all day to-morrow. bbox=[640, 714, 755, 751]
boot-name: K CRUP bbox=[266, 105, 331, 121]
table-cell: Date. bbox=[27, 95, 40, 102]
personal-heading: PERSONAL. bbox=[1028, 388, 1080, 398]
